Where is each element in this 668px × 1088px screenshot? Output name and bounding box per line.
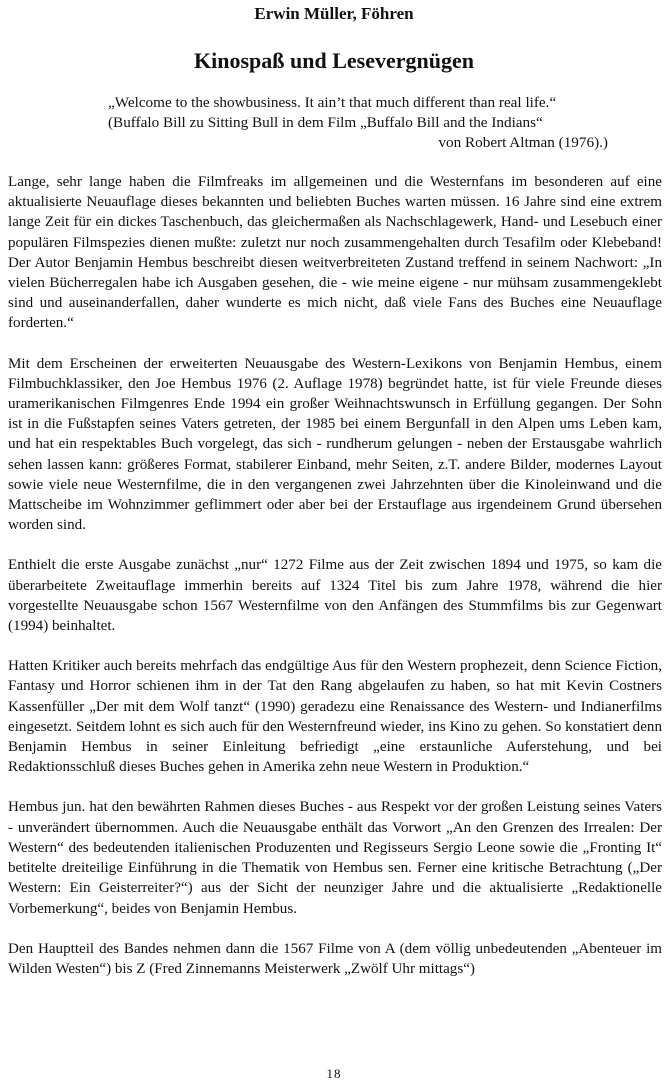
paragraph: Hembus jun. hat den bewährten Rahmen dieses Buches - aus Respekt vor der großen Leistung seines Vaters - unverändert übernommen. Auch die Neuausgabe enthält das Vorwort „An den Grenzen des Irrealen: Der Western“ des bedeutenden italienischen Produzenten und Regisseurs Sergio Leone sowie die „Fronting It“ betitelte dreiteilige Einführung in die Thematik von Hembus sen. Ferner eine kritische Betrachtung („Der Western: Ein Geisterreiter?“) aus der Sicht der neunziger Jahre und die aktualisierte „Redaktionelle Vorbemerkung“, beides von Benjamin Hembus. bbox=[8, 799, 662, 917]
epigraph bbox=[108, 93, 608, 153]
paragraph: Enthielt die erste Ausgabe zunächst „nur“ 1272 Filme aus der Zeit zwischen 1894 und 1975, so kam die überarbeitete Zweitauflage immerhin bereits auf 1324 Titel bis zum Jahre 1978, während die hier vorgestellte Neuausgabe schon 1567 Westernfilme von den Anfängen des Stummfilms bis zur Gegenwart (1994) beinhaltet. bbox=[8, 557, 662, 635]
article-body bbox=[8, 172, 662, 999]
epigraph-source: von Robert Altman (1976).) bbox=[438, 134, 608, 151]
paragraph: Hatten Kritiker auch bereits mehrfach das endgültige Aus für den Western prophezeit, denn Science Fiction, Fantasy und Horror schienen ihm in der Tat den Rang abgelaufen zu haben, so hat mit Kevin Costners Kassenfüller „Der mit dem Wolf tanzt“ (1990) geradezu eine Renaissance des Western- und Indianerfilms eingesetzt. Seitdem lohnt es sich auch für den Westernfreund wieder, ins Kino zu gehen. So konstatiert denn Benjamin Hembus in seiner Einleitung befriedigt „eine erstaunliche Auferstehung, und bei Redaktionsschluß dieses Buches gehen in Amerika zehn neue Western in Produktion.“ bbox=[8, 658, 662, 776]
page-number: 18 bbox=[326, 1066, 342, 1081]
author-line: Erwin Müller, Föhren bbox=[254, 4, 414, 23]
article-title: Kinospaß und Lesevergnügen bbox=[194, 48, 474, 73]
paragraph: Den Hauptteil des Bandes nehmen dann die 1567 Filme von A (dem völlig unbedeutenden „Abenteuer im Wilden Westen“) bis Z (Fred Zinnemanns Meisterwerk „Zwölf Uhr mittags“) bbox=[8, 940, 662, 977]
epigraph-quote: „Welcome to the showbusiness. It ain’t that much different than real life.“ bbox=[108, 94, 557, 111]
paragraph: Lange, sehr lange haben die Filmfreaks im allgemeinen und die Westernfans im besonderen auf eine aktualisierte Neuauflage dieses bekannten und beliebten Buches warten müssen. 16 Jahre sind eine extrem lange Zeit für ein dickes Taschenbuch, das gleichermaßen als Nachschlagewerk, Hand- und Lesebuch einer populären Filmspezies dienen mußte: zuletzt nur noch zusammengehalten durch Tesafilm oder Klebeband! Der Autor Benjamin Hembus beschreibt diesen weitverbreiteten Zustand treffend in seinem Nachwort: „In vielen Bücherregalen habe ich Ausgaben gesehen, die - wie meine eigene - nur mühsam zusammengeklebt sind und auseinanderfallen, daher wunderte es mich nicht, daß viele Fans des Buches eine Neuauflage forderten.“ bbox=[8, 174, 662, 332]
paragraph: Mit dem Erscheinen der erweiterten Neuausgabe des Western-Lexikons von Benjamin Hembus, einem Filmbuchklassiker, den Joe Hembus 1976 (2. Auflage 1978) begründet hatte, ist für viele Freunde dieses uramerikanischen Filmgenres Ende 1994 ein großer Weihnachtswunsch in Erfüllung gegangen. Der Sohn ist in die Fußstapfen seines Vaters getreten, der 1985 bei einem Bergunfall in den Alpen ums Leben kam, und hat ein respektables Buch vorgelegt, das sich - rundherum gelungen - neben der Erstausgabe wahrlich sehen lassen kann: größeres Format, stabilerer Einband, mehr Seiten, z.T. andere Bilder, modernes Layout sowie viele neue Westernfilme, die in den vergangenen zwei Jahrzehnten über die Kinoleinwand und die Mattscheibe im Wohnzimmer geflimmert oder aber bei der Erstauflage aus irgendeinem Grund übersehen worden sind. bbox=[8, 355, 662, 534]
epigraph-attribution: (Buffalo Bill zu Sitting Bull in dem Film „Buffalo Bill and the Indians“ bbox=[108, 114, 543, 131]
